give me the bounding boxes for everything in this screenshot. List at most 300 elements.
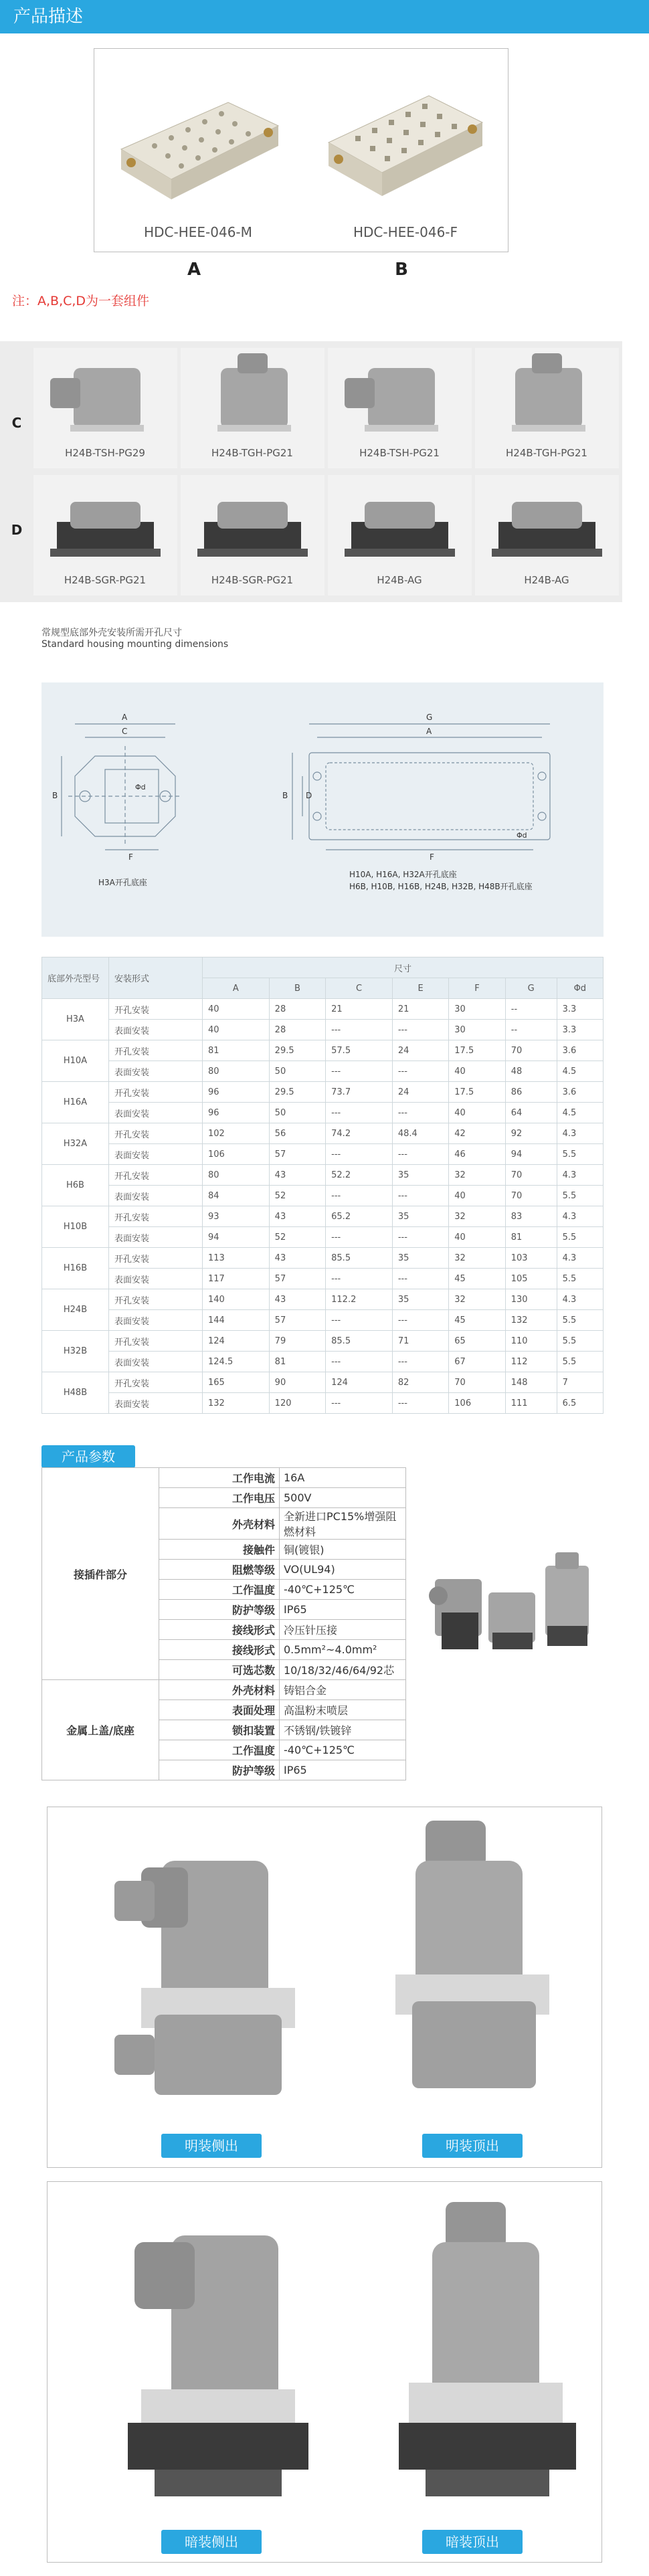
value-cell: 92 [505,1123,557,1144]
mount-cell: 表面安装 [109,1269,203,1289]
value-cell: 43 [269,1206,325,1227]
dim-label-b-right: B [282,791,288,800]
value-cell: --- [392,1393,448,1414]
housing-tile-d-3 [328,475,472,595]
mount-cell: 开孔安装 [109,1331,203,1352]
spec-label: 工作电流 [159,1468,280,1488]
value-cell: 165 [203,1372,270,1393]
mount-cell: 表面安装 [109,1061,203,1082]
housing-image [475,475,619,569]
housing-image [181,348,324,442]
concealed-top-image [369,2202,583,2510]
model-cell: H16A [42,1082,109,1123]
housing-image [33,475,177,569]
value-cell: -- [505,1020,557,1040]
value-cell: 32 [449,1165,505,1186]
value-cell: 106 [203,1144,270,1165]
value-cell: 3.3 [557,999,603,1020]
spec-value: 铸铝合金 [280,1680,406,1700]
female-insert-image [315,62,496,216]
mount-cell: 开孔安装 [109,1123,203,1144]
mounting-drawing [41,682,604,937]
value-cell: 103 [505,1248,557,1269]
table-row [42,1040,604,1061]
spec-value: 冷压针压接 [280,1620,406,1640]
value-cell: 40 [449,1186,505,1206]
housing-tile-d-1 [33,475,177,595]
value-cell: 80 [203,1165,270,1186]
value-cell: 46 [449,1144,505,1165]
table-row [42,1248,604,1269]
value-cell: --- [326,1061,393,1082]
value-cell: --- [392,1144,448,1165]
mount-cell: 表面安装 [109,1393,203,1414]
set-note: 注：A,B,C,D为一套组件 [12,294,150,308]
value-cell: 35 [392,1165,448,1186]
label-exposed-side: 明装侧出 [161,2134,262,2158]
housing-tile-c-2 [181,348,324,468]
value-cell: 5.5 [557,1310,603,1331]
model-b-caption: HDC-HEE-046-F [353,224,458,240]
value-cell: 32 [449,1248,505,1269]
value-cell: --- [326,1352,393,1372]
model-cell: H16B [42,1248,109,1289]
spec-label: 工作电压 [159,1488,280,1508]
value-cell: 130 [505,1289,557,1310]
value-cell: 35 [392,1206,448,1227]
dim-label-a: A [122,713,128,722]
th-col: E [392,978,448,999]
value-cell: 94 [505,1144,557,1165]
right-caption-1: H10A, H16A, H32A开孔底座 [349,870,457,879]
value-cell: 93 [203,1206,270,1227]
spec-value: 10/18/32/46/64/92芯 [280,1660,406,1680]
value-cell: 148 [505,1372,557,1393]
spec-group-connector: 接插件部分 [42,1468,159,1680]
value-cell: 5.5 [557,1331,603,1352]
photo-frame-exposed [47,1807,602,2168]
mount-cell: 表面安装 [109,1352,203,1372]
value-cell: 117 [203,1269,270,1289]
value-cell: --- [392,1310,448,1331]
model-cell: H10A [42,1040,109,1082]
value-cell: 21 [326,999,393,1020]
right-caption-2: H6B, H10B, H16B, H24B, H32B, H48B开孔底座 [349,882,533,891]
spec-table [41,1467,406,1780]
letter-b: B [395,260,408,280]
table-row [42,1020,604,1040]
value-cell: --- [326,1393,393,1414]
value-cell: 70 [505,1186,557,1206]
value-cell: 5.5 [557,1144,603,1165]
table-row [42,1103,604,1123]
value-cell: 40 [203,1020,270,1040]
housing-model: H24B-TGH-PG21 [211,447,293,459]
value-cell: 57 [269,1269,325,1289]
th-col: Φd [557,978,603,999]
value-cell: 4.5 [557,1061,603,1082]
value-cell: 42 [449,1123,505,1144]
th-col: G [505,978,557,999]
value-cell: 48.4 [392,1123,448,1144]
spec-value: -40℃+125℃ [280,1580,406,1600]
value-cell: 4.3 [557,1123,603,1144]
value-cell: 5.5 [557,1227,603,1248]
spec-label: 表面处理 [159,1700,280,1720]
model-cell: H10B [42,1206,109,1248]
dim-label-a-right: A [426,727,432,736]
mount-cell: 开孔安装 [109,1040,203,1061]
dim-label-phi-left: Φd [135,783,146,792]
model-cell: H3A [42,999,109,1040]
mount-cell: 开孔安装 [109,1206,203,1227]
value-cell: 5.5 [557,1186,603,1206]
value-cell: 40 [449,1103,505,1123]
spec-label: 外壳材料 [159,1508,280,1540]
value-cell: 52.2 [326,1165,393,1186]
model-cell: H32A [42,1123,109,1165]
table-row [42,1144,604,1165]
section-header [0,0,649,33]
mount-cell: 表面安装 [109,1227,203,1248]
value-cell: --- [392,1061,448,1082]
dim-label-f: F [128,852,133,862]
value-cell: 82 [392,1372,448,1393]
value-cell: 81 [269,1352,325,1372]
table-row [42,1372,604,1393]
value-cell: --- [326,1103,393,1123]
dim-title-en: Standard housing mounting dimensions [41,639,229,650]
table-row [42,1310,604,1331]
table-row [42,1393,604,1414]
value-cell: 64 [505,1103,557,1123]
value-cell: 105 [505,1269,557,1289]
spec-value: VO(UL94) [280,1560,406,1580]
housing-tile-c-3 [328,348,472,468]
housing-model: H24B-TGH-PG21 [506,447,587,459]
value-cell: 24 [392,1082,448,1103]
table-row [42,1352,604,1372]
spec-value: -40℃+125℃ [280,1740,406,1760]
value-cell: 83 [505,1206,557,1227]
housing-tile-c-4 [475,348,619,468]
section-title: 产品描述 [13,7,84,27]
value-cell: 70 [505,1040,557,1061]
model-cell: H24B [42,1289,109,1331]
dim-label-phi-right: Φd [517,831,527,840]
spec-value: 16A [280,1468,406,1488]
mount-cell: 表面安装 [109,1103,203,1123]
spec-value: 高温粉末喷层 [280,1700,406,1720]
value-cell: 57 [269,1144,325,1165]
row-label-d: D [11,522,23,538]
value-cell: 7 [557,1372,603,1393]
value-cell: 43 [269,1248,325,1269]
housing-tile-d-4 [475,475,619,595]
value-cell: 74.2 [326,1123,393,1144]
value-cell: 96 [203,1103,270,1123]
value-cell: 29.5 [269,1040,325,1061]
value-cell: 94 [203,1227,270,1248]
mount-cell: 表面安装 [109,1186,203,1206]
spec-label: 阻燃等级 [159,1560,280,1580]
value-cell: 4.3 [557,1165,603,1186]
housing-model: H24B-TSH-PG21 [359,447,440,459]
spec-value: IP65 [280,1600,406,1620]
th-col: C [326,978,393,999]
value-cell: 70 [449,1372,505,1393]
table-row [42,1061,604,1082]
dim-label-d-right: D [306,791,312,800]
value-cell: 40 [449,1061,505,1082]
value-cell: --- [326,1020,393,1040]
spec-label: 锁扣装置 [159,1720,280,1740]
value-cell: 35 [392,1289,448,1310]
spec-label: 外壳材料 [159,1680,280,1700]
value-cell: 79 [269,1331,325,1352]
value-cell: 81 [203,1040,270,1061]
value-cell: 24 [392,1040,448,1061]
value-cell: 57 [269,1310,325,1331]
table-row [42,1186,604,1206]
value-cell: 52 [269,1227,325,1248]
value-cell: 4.3 [557,1289,603,1310]
value-cell: --- [326,1227,393,1248]
value-cell: 71 [392,1331,448,1352]
value-cell: --- [392,1227,448,1248]
value-cell: 3.6 [557,1040,603,1061]
value-cell: 40 [203,999,270,1020]
value-cell: --- [392,1269,448,1289]
value-cell: 111 [505,1393,557,1414]
housing-model: H24B-TSH-PG29 [65,447,145,459]
model-cell: H6B [42,1165,109,1206]
value-cell: 90 [269,1372,325,1393]
dim-label-f-right: F [430,852,434,862]
value-cell: 132 [203,1393,270,1414]
table-row [42,1289,604,1310]
value-cell: 5.5 [557,1352,603,1372]
model-cell: H32B [42,1331,109,1372]
value-cell: 3.3 [557,1020,603,1040]
value-cell: 43 [269,1289,325,1310]
model-cell: H48B [42,1372,109,1414]
value-cell: 48 [505,1061,557,1082]
photo-frame-concealed [47,2181,602,2563]
letter-a: A [187,260,201,280]
spec-label: 防护等级 [159,1600,280,1620]
housing-image [328,475,472,569]
spec-label: 工作温度 [159,1740,280,1760]
value-cell: 3.6 [557,1082,603,1103]
value-cell: 45 [449,1310,505,1331]
housing-model: H24B-SGR-PG21 [211,574,294,586]
value-cell: --- [392,1103,448,1123]
concealed-side-image [94,2215,308,2510]
value-cell: 85.5 [326,1331,393,1352]
dim-label-g: G [426,713,433,722]
value-cell: --- [326,1269,393,1289]
table-row [42,1269,604,1289]
value-cell: 21 [392,999,448,1020]
th-size: 尺寸 [203,957,604,978]
spec-group-housing: 金属上盖/底座 [42,1680,159,1780]
value-cell: 4.3 [557,1248,603,1269]
value-cell: 73.7 [326,1082,393,1103]
value-cell: 4.5 [557,1103,603,1123]
mount-cell: 开孔安装 [109,1372,203,1393]
value-cell: 144 [203,1310,270,1331]
value-cell: 80 [203,1061,270,1082]
table-row [42,1331,604,1352]
mount-cell: 开孔安装 [109,1289,203,1310]
value-cell: 113 [203,1248,270,1269]
spec-label: 防护等级 [159,1760,280,1780]
mount-cell: 开孔安装 [109,1165,203,1186]
value-cell: 96 [203,1082,270,1103]
value-cell: 140 [203,1289,270,1310]
housing-model: H24B-SGR-PG21 [64,574,147,586]
value-cell: 29.5 [269,1082,325,1103]
housing-group-image [422,1539,609,1659]
value-cell: 70 [505,1165,557,1186]
value-cell: 65 [449,1331,505,1352]
value-cell: 132 [505,1310,557,1331]
row-label-c: C [11,415,22,431]
housing-model: H24B-AG [524,574,569,586]
value-cell: --- [326,1186,393,1206]
value-cell: 17.5 [449,1040,505,1061]
spec-value: 全新进口PC15%增强阻燃材料 [280,1508,406,1540]
value-cell: 124 [203,1331,270,1352]
value-cell: 4.3 [557,1206,603,1227]
value-cell: -- [505,999,557,1020]
value-cell: 112 [505,1352,557,1372]
value-cell: 52 [269,1186,325,1206]
mount-cell: 开孔安装 [109,1248,203,1269]
spec-label: 接线形式 [159,1640,280,1660]
value-cell: 32 [449,1289,505,1310]
housing-tile-d-2 [181,475,324,595]
value-cell: 32 [449,1206,505,1227]
value-cell: --- [392,1020,448,1040]
value-cell: 45 [449,1269,505,1289]
product-frame [94,48,508,252]
value-cell: 28 [269,1020,325,1040]
value-cell: 112.2 [326,1289,393,1310]
spec-value: 不锈钢/铁镀锌 [280,1720,406,1740]
housing-image [33,348,177,442]
value-cell: 30 [449,999,505,1020]
value-cell: 50 [269,1103,325,1123]
value-cell: 56 [269,1123,325,1144]
dim-title-cn: 常规型底部外壳安装所需开孔尺寸 [41,628,182,638]
spec-label: 工作温度 [159,1580,280,1600]
table-row [42,1206,604,1227]
table-row [42,1165,604,1186]
value-cell: 57.5 [326,1040,393,1061]
spec-label: 接触件 [159,1540,280,1560]
table-row [42,1227,604,1248]
mount-cell: 开孔安装 [109,999,203,1020]
mount-cell: 表面安装 [109,1310,203,1331]
value-cell: 5.5 [557,1269,603,1289]
label-exposed-top: 明装顶出 [422,2134,523,2158]
value-cell: 43 [269,1165,325,1186]
exposed-side-image [88,1834,302,2115]
housing-image [328,348,472,442]
value-cell: 65.2 [326,1206,393,1227]
th-model: 底部外壳型号 [42,957,109,999]
th-col: A [203,978,270,999]
value-cell: 30 [449,1020,505,1040]
value-cell: 120 [269,1393,325,1414]
value-cell: 110 [505,1331,557,1352]
th-col: F [449,978,505,999]
value-cell: --- [326,1144,393,1165]
spec-label: 可选芯数 [159,1660,280,1680]
table-row [42,999,604,1020]
value-cell: 124 [326,1372,393,1393]
table-row [42,1082,604,1103]
housing-tile-c-1 [33,348,177,468]
housing-model: H24B-AG [377,574,422,586]
mount-cell: 表面安装 [109,1020,203,1040]
spec-row [42,1680,406,1700]
value-cell: 67 [449,1352,505,1372]
spec-row [42,1468,406,1488]
value-cell: 84 [203,1186,270,1206]
mount-cell: 表面安装 [109,1144,203,1165]
th-mount: 安装形式 [109,957,203,999]
dim-label-c: C [122,727,128,736]
params-title: 产品参数 [41,1445,135,1468]
th-col: B [269,978,325,999]
mount-cell: 开孔安装 [109,1082,203,1103]
value-cell: 17.5 [449,1082,505,1103]
value-cell: 81 [505,1227,557,1248]
spec-value: 铜(镀银) [280,1540,406,1560]
spec-value: IP65 [280,1760,406,1780]
value-cell: --- [392,1186,448,1206]
spec-value: 500V [280,1488,406,1508]
value-cell: 124.5 [203,1352,270,1372]
value-cell: --- [326,1310,393,1331]
spec-value: 0.5mm²~4.0mm² [280,1640,406,1660]
spec-label: 接线形式 [159,1620,280,1640]
label-concealed-side: 暗装侧出 [161,2530,262,2554]
value-cell: 102 [203,1123,270,1144]
value-cell: 40 [449,1227,505,1248]
value-cell: 85.5 [326,1248,393,1269]
model-a-caption: HDC-HEE-046-M [144,224,252,240]
left-caption: H3A开孔底座 [98,878,147,887]
value-cell: 106 [449,1393,505,1414]
dim-label-b: B [52,791,58,800]
value-cell: 28 [269,999,325,1020]
value-cell: 86 [505,1082,557,1103]
male-insert-image [108,62,288,216]
value-cell: 50 [269,1061,325,1082]
housing-image [181,475,324,569]
dimension-table [41,957,604,1414]
label-concealed-top: 暗装顶出 [422,2530,523,2554]
value-cell: 35 [392,1248,448,1269]
table-row [42,1123,604,1144]
value-cell: --- [392,1352,448,1372]
value-cell: 6.5 [557,1393,603,1414]
exposed-top-image [349,1821,563,2115]
